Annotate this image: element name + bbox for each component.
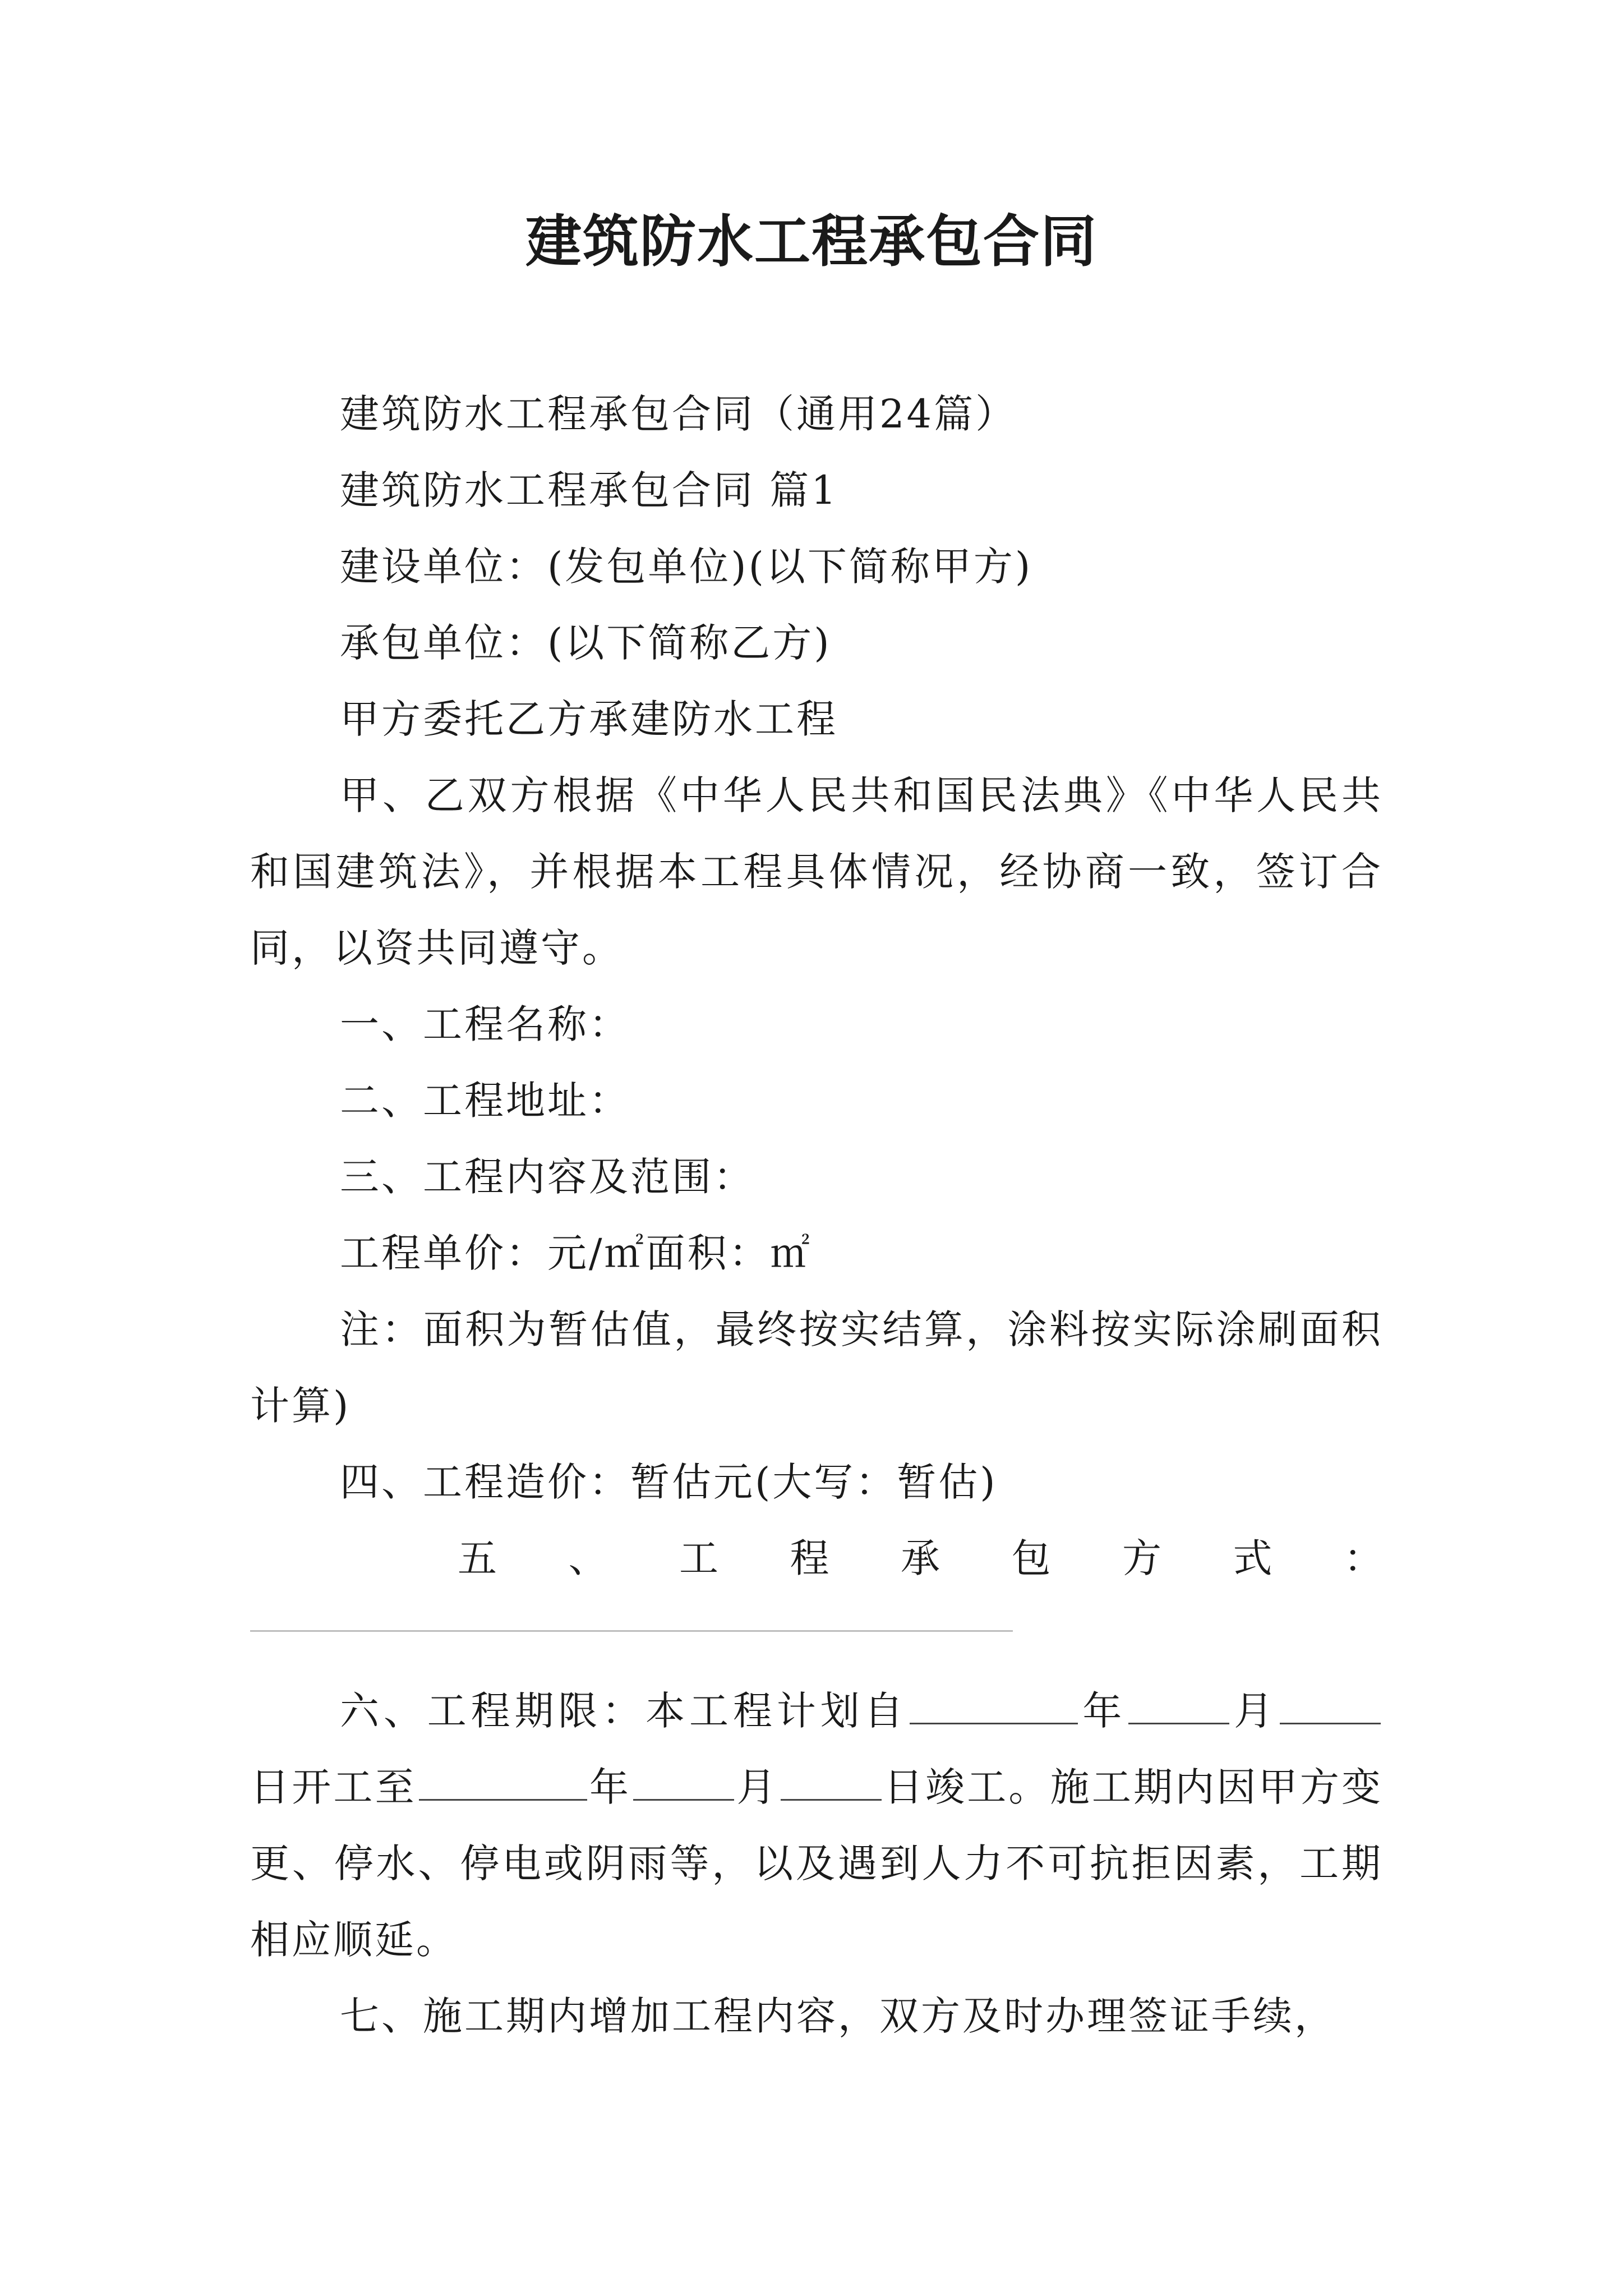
- paragraph-contract-mode: [250, 1520, 1383, 1596]
- paragraph-unit-price: 工程单价：元/㎡面积：㎡: [340, 1230, 812, 1276]
- paragraph-legal-basis: 甲、乙双方根据《中华人民共和国民法典》《中华人民共和国建筑法》，并根据本工程具体情况，经协商一致，签订合同，以资共同遵守。: [250, 772, 1383, 971]
- period-text-f: 月: [736, 1764, 778, 1810]
- end-month-blank: [633, 1768, 734, 1801]
- paragraph-project-cost: 四、工程造价：暂估元(大写：暂估): [340, 1459, 998, 1505]
- blank-line-area: [250, 1596, 1383, 1673]
- period-text-a: 六、工程期限：本工程计划自: [340, 1688, 908, 1734]
- start-month-blank: [1128, 1691, 1229, 1724]
- start-year-blank: [910, 1691, 1078, 1724]
- paragraph-project-period: [250, 1673, 1383, 1978]
- fill-in-rule: [250, 1630, 1013, 1632]
- paragraph-note: 注：面积为暂估值，最终按实结算，涂料按实际涂刷面积计算): [250, 1306, 1383, 1429]
- period-text-g: 日竣工。施工期内因甲方变更、停水、停电或阴雨等，以及遇到人力不可抗拒因素，工期相应顺延。: [250, 1764, 1384, 1963]
- paragraph-article-heading: 建筑防水工程承包合同 篇1: [340, 467, 838, 513]
- paragraph-party-b: 承包单位：(以下简称乙方): [340, 620, 832, 666]
- period-text-b: 年: [1080, 1688, 1127, 1734]
- paragraph-additional-work: 七、施工期内增加工程内容，双方及时办理签证手续，: [340, 1993, 1336, 2039]
- document-title: 建筑防水工程承包合同: [525, 208, 1098, 274]
- paragraph-collection-title: 建筑防水工程承包合同（通用24篇）: [340, 391, 1017, 437]
- document-body: [250, 376, 1383, 2054]
- start-day-blank: [1280, 1691, 1381, 1724]
- paragraph-project-name: 一、工程名称：: [340, 1001, 630, 1047]
- paragraph-project-scope: 三、工程内容及范围：: [340, 1154, 755, 1200]
- paragraph-commission: 甲方委托乙方承建防水工程: [340, 696, 838, 742]
- end-year-blank: [419, 1768, 587, 1801]
- period-text-c: 月: [1232, 1688, 1278, 1734]
- contract-mode-text: 五、工程承包方式：: [458, 1535, 1383, 1581]
- paragraph-project-address: 二、工程地址：: [340, 1078, 630, 1124]
- period-text-e: 年: [589, 1764, 631, 1810]
- period-text-d: 日开工至: [250, 1764, 417, 1810]
- end-day-blank: [781, 1768, 882, 1801]
- paragraph-party-a: 建设单位：(发包单位)(以下简称甲方): [340, 544, 1033, 590]
